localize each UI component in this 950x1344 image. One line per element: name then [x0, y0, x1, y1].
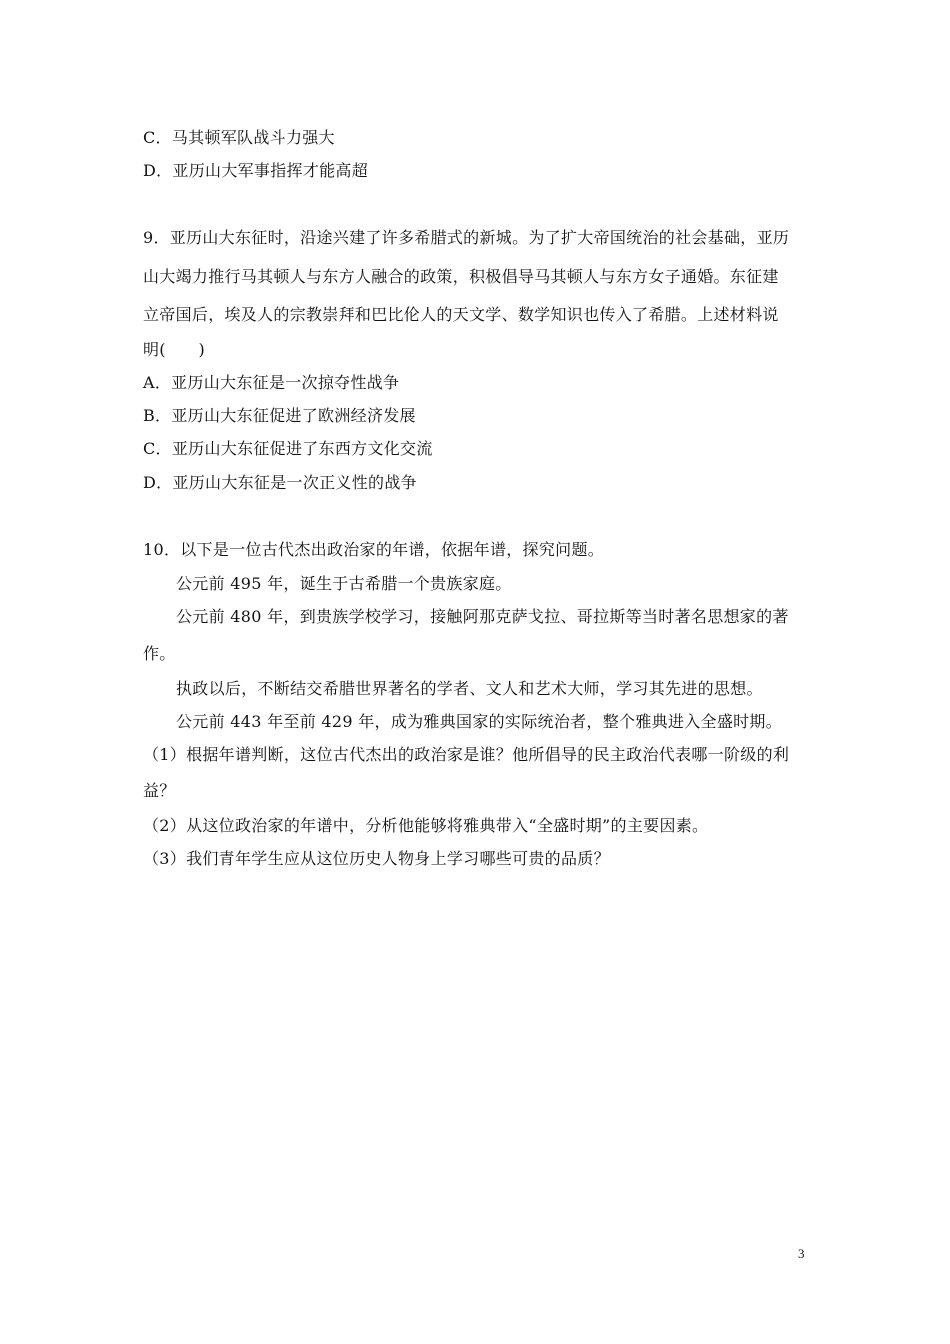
- q10-chronology-entry-2-line-1: 公元前 480 年，到贵族学校学习，接触阿那克萨戈拉、哥拉斯等当时著名思想家的著: [176, 607, 789, 626]
- q10-stem: 10．以下是一位古代杰出政治家的年谱，依据年谱，探究问题。: [143, 540, 605, 559]
- q10-chronology-entry-1: 公元前 495 年，诞生于古希腊一个贵族家庭。: [176, 574, 512, 593]
- q9-option-a: A．亚历山大东征是一次掠夺性战争: [143, 373, 400, 392]
- q10-subquestion-1-line-2: 益？: [143, 781, 176, 800]
- q9-stem-line-4: 明( ): [143, 340, 205, 359]
- page-number: 3: [798, 1246, 805, 1261]
- q9-stem-line-1: 9．亚历山大东征时，沿途兴建了许多希腊式的新城。为了扩大帝国统治的社会基础，亚历: [143, 228, 790, 247]
- q9-option-b: B．亚历山大东征促进了欧洲经济发展: [143, 406, 416, 425]
- q10-subquestion-2: （2）从这位政治家的年谱中，分析他能够将雅典带入“全盛时期”的主要因素。: [143, 816, 709, 835]
- q10-subquestion-3: （3）我们青年学生应从这位历史人物身上学习哪些可贵的品质？: [143, 849, 610, 868]
- q10-chronology-entry-3: 执政以后，不断结交希腊世界著名的学者、文人和艺术大师，学习其先进的思想。: [176, 679, 763, 698]
- q9-option-c: C．亚历山大东征促进了东西方文化交流: [143, 439, 433, 458]
- q10-chronology-entry-4: 公元前 443 年至前 429 年，成为雅典国家的实际统治者，整个雅典进入全盛时期。: [176, 712, 783, 731]
- q10-subquestion-1-line-1: （1）根据年谱判断，这位古代杰出的政治家是谁？他所倡导的民主政治代表哪一阶级的利: [143, 745, 790, 764]
- q9-option-d: D．亚历山大东征是一次正义性的战争: [143, 473, 417, 492]
- q10-chronology-entry-2-line-2: 作。: [143, 644, 176, 663]
- q8-option-d: D．亚历山大军事指挥才能高超: [143, 161, 369, 180]
- q8-option-c: C．马其顿军队战斗力强大: [143, 128, 335, 147]
- q9-stem-line-3: 立帝国后，埃及人的宗教崇拜和巴比伦人的天文学、数学知识也传入了希腊。上述材料说: [143, 305, 779, 324]
- q9-stem-line-2: 山大竭力推行马其顿人与东方人融合的政策，积极倡导马其顿人与东方女子通婚。东征建: [143, 267, 779, 286]
